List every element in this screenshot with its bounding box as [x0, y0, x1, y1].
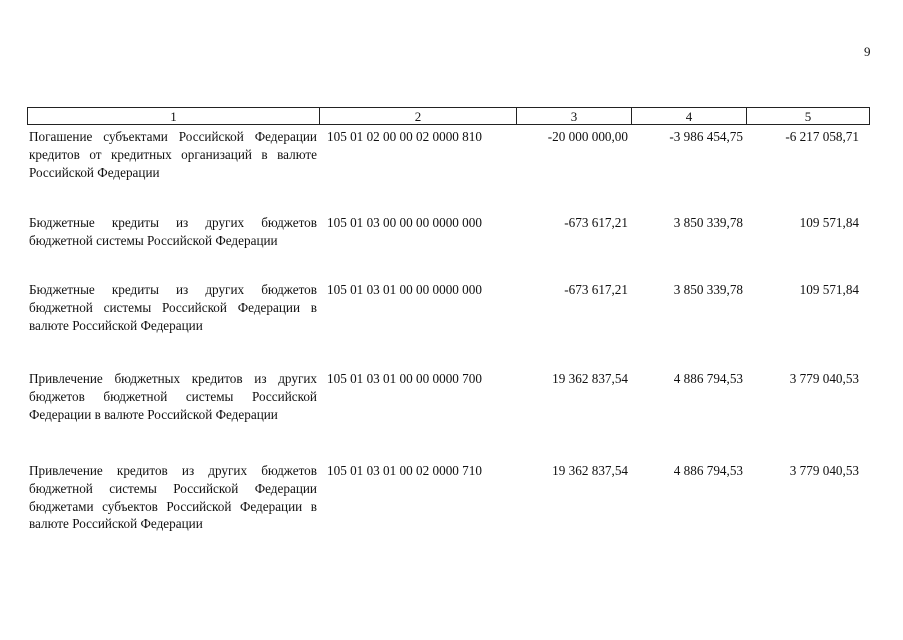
row-code: 105 01 03 01 00 00 0000 000	[327, 282, 482, 297]
header-cell-1: 1	[27, 107, 320, 125]
row-value-3: -673 617,21	[564, 215, 628, 230]
header-cell-4: 4	[631, 107, 747, 125]
row-value-5: -6 217 058,71	[785, 129, 859, 144]
row-code: 105 01 03 01 00 02 0000 710	[327, 463, 482, 478]
row-name: Бюджетные кредиты из других бюджетов бюджетной системы Российской Федерации	[29, 215, 317, 248]
table-header	[27, 107, 870, 127]
row-name: Бюджетные кредиты из других бюджетов бюджетной системы Российской Федерации в валюте Российской Федерации	[29, 282, 317, 333]
row-name: Погашение субъектами Российской Федерации кредитов от кредитных организаций в валюте Российской Федерации	[29, 129, 317, 180]
row-value-3: 19 362 837,54	[552, 371, 628, 386]
row-value-4: 4 886 794,53	[673, 463, 743, 478]
header-cell-3: 3	[516, 107, 632, 125]
row-name: Привлечение кредитов из других бюджетов бюджетной системы Российской Федерации бюджетами субъектов Российской Федерации в валюте Российской Федерации	[29, 463, 317, 532]
row-value-5: 109 571,84	[799, 282, 859, 297]
row-value-3: -20 000 000,00	[547, 129, 628, 144]
row-value-5: 3 779 040,53	[789, 463, 859, 478]
row-value-5: 3 779 040,53	[789, 371, 859, 386]
row-value-4: 3 850 339,78	[673, 215, 743, 230]
row-code: 105 01 02 00 00 02 0000 810	[327, 129, 482, 144]
page-number: 9	[864, 44, 871, 59]
row-code: 105 01 03 01 00 00 0000 700	[327, 371, 482, 386]
row-value-4: 4 886 794,53	[673, 371, 743, 386]
header-cell-5: 5	[746, 107, 870, 125]
header-cell-2: 2	[319, 107, 517, 125]
row-value-5: 109 571,84	[799, 215, 859, 230]
row-code: 105 01 03 00 00 00 0000 000	[327, 215, 482, 230]
row-name: Привлечение бюджетных кредитов из других бюджетов бюджетной системы Российской Федерации в валюте Российской Федерации	[29, 371, 317, 422]
row-value-4: -3 986 454,75	[669, 129, 743, 144]
row-value-3: 19 362 837,54	[552, 463, 628, 478]
row-value-3: -673 617,21	[564, 282, 628, 297]
row-value-4: 3 850 339,78	[673, 282, 743, 297]
